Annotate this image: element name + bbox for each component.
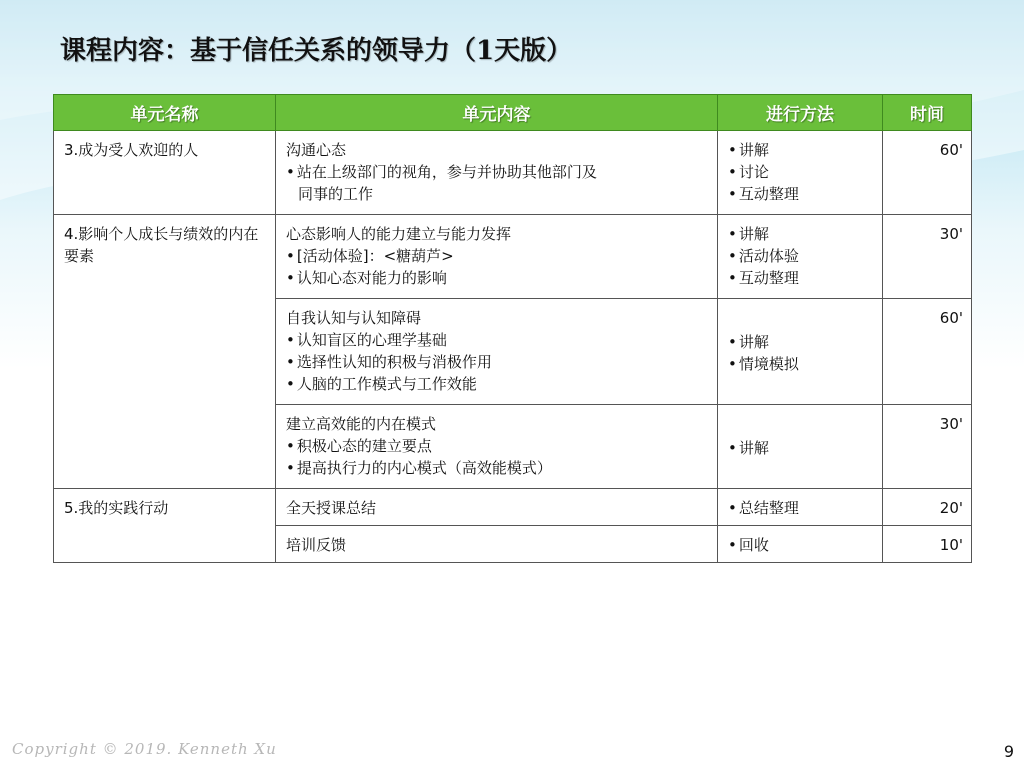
method-item: • 讨论 [728,161,874,183]
content-item: • [活动体验]：<糖葫芦> [286,245,709,267]
content-item: • 认知心态对能力的影响 [286,267,709,289]
content-item: • 人脑的工作模式与工作效能 [286,373,709,395]
course-table [53,94,972,563]
content-item: • 提高执行力的内心模式（高效能模式） [286,457,709,479]
content-item: • 站在上级部门的视角，参与并协助其他部门及 [286,161,709,183]
content-item: • 认知盲区的心理学基础 [286,329,709,351]
header-method: 进行方法 [718,95,883,131]
content-cell [276,215,718,299]
table-row [54,489,972,526]
slide-title: 课程内容：基于信任关系的领导力（1天版） [60,36,573,66]
content-item: • 选择性认知的积极与消极作用 [286,351,709,373]
content-title: 沟通心态 [286,141,347,159]
header-time: 时间 [883,95,972,131]
unit-name-cell: 3.成为受人欢迎的人 [54,131,276,215]
method-cell [718,489,883,526]
method-item: • 讲解 [728,331,874,353]
method-item: • 讲解 [728,223,874,245]
method-cell [718,405,883,489]
unit-name-cell: 5.我的实践行动 [54,489,276,563]
time-cell: 30' [883,405,972,489]
copyright-text: Copyright © 2019. Kenneth Xu [12,740,277,758]
method-cell [718,131,883,215]
method-cell [718,215,883,299]
method-item: • 互动整理 [728,183,874,205]
method-item: • 回收 [728,534,874,556]
content-item-continued: 同事的工作 [298,185,374,203]
content-title: 培训反馈 [286,536,347,554]
content-cell [276,299,718,405]
content-title: 心态影响人的能力建立与能力发挥 [286,225,512,243]
method-item: • 情境模拟 [728,353,874,375]
method-cell [718,299,883,405]
time-cell: 10' [883,526,972,563]
method-item: • 讲解 [728,139,874,161]
time-cell: 60' [883,131,972,215]
unit-name-cell: 4.影响个人成长与绩效的内在要素 [54,215,276,489]
table-header-row [54,95,972,131]
table-row [54,131,972,215]
content-cell [276,526,718,563]
content-item: • 积极心态的建立要点 [286,435,709,457]
method-item: • 总结整理 [728,497,874,519]
header-unit-name: 单元名称 [54,95,276,131]
content-title: 建立高效能的内在模式 [286,415,437,433]
time-cell: 30' [883,215,972,299]
header-unit-content: 单元内容 [276,95,718,131]
content-cell [276,489,718,526]
time-cell: 60' [883,299,972,405]
content-cell [276,131,718,215]
content-title: 全天授课总结 [286,499,377,517]
page-number: 9 [1003,742,1014,761]
method-item: • 活动体验 [728,245,874,267]
content-cell [276,405,718,489]
time-cell: 20' [883,489,972,526]
method-cell [718,526,883,563]
table-row [54,215,972,299]
method-item: • 互动整理 [728,267,874,289]
content-title: 自我认知与认知障碍 [286,309,422,327]
method-item: • 讲解 [728,437,874,459]
